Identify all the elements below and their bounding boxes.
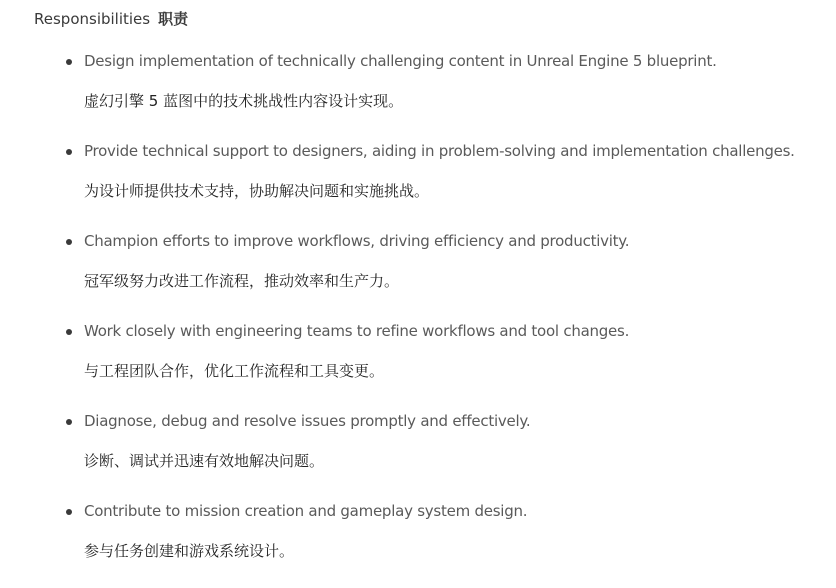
item-text-en: Diagnose, debug and resolve issues promptly and effectively. (84, 412, 531, 430)
item-text-en: Work closely with engineering teams to refine workflows and tool changes. (84, 322, 630, 340)
item-text-zh: 诊断、调试并迅速有效地解决问题。 (84, 452, 325, 470)
item-text-zh: 冠军级努力改进工作流程，推动效率和生产力。 (84, 272, 400, 290)
item-text-en: Provide technical support to designers, aiding in problem-solving and implementation challenges. (84, 142, 795, 160)
section-heading (34, 8, 188, 30)
item-text-en: Champion efforts to improve workflows, driving efficiency and productivity. (84, 232, 630, 250)
section-heading-zh: 职责 (158, 10, 189, 28)
item-text-en: Design implementation of technically challenging content in Unreal Engine 5 blueprint. (84, 52, 717, 70)
item-text-zh: 为设计师提供技术支持，协助解决问题和实施挑战。 (84, 182, 430, 200)
bullet-icon (66, 509, 72, 515)
item-text-en: Contribute to mission creation and gameplay system design. (84, 502, 528, 520)
bullet-icon (66, 149, 72, 155)
item-text-zh: 与工程团队合作，优化工作流程和工具变更。 (84, 362, 385, 380)
item-text-zh: 参与任务创建和游戏系统设计。 (84, 542, 295, 560)
bullet-icon (66, 59, 72, 65)
bullet-icon (66, 329, 72, 335)
item-text-zh: 虚幻引擎 5 蓝图中的技术挑战性内容设计实现。 (84, 92, 404, 110)
section-heading-en: Responsibilities (34, 10, 151, 28)
bullet-icon (66, 239, 72, 245)
bullet-icon (66, 419, 72, 425)
